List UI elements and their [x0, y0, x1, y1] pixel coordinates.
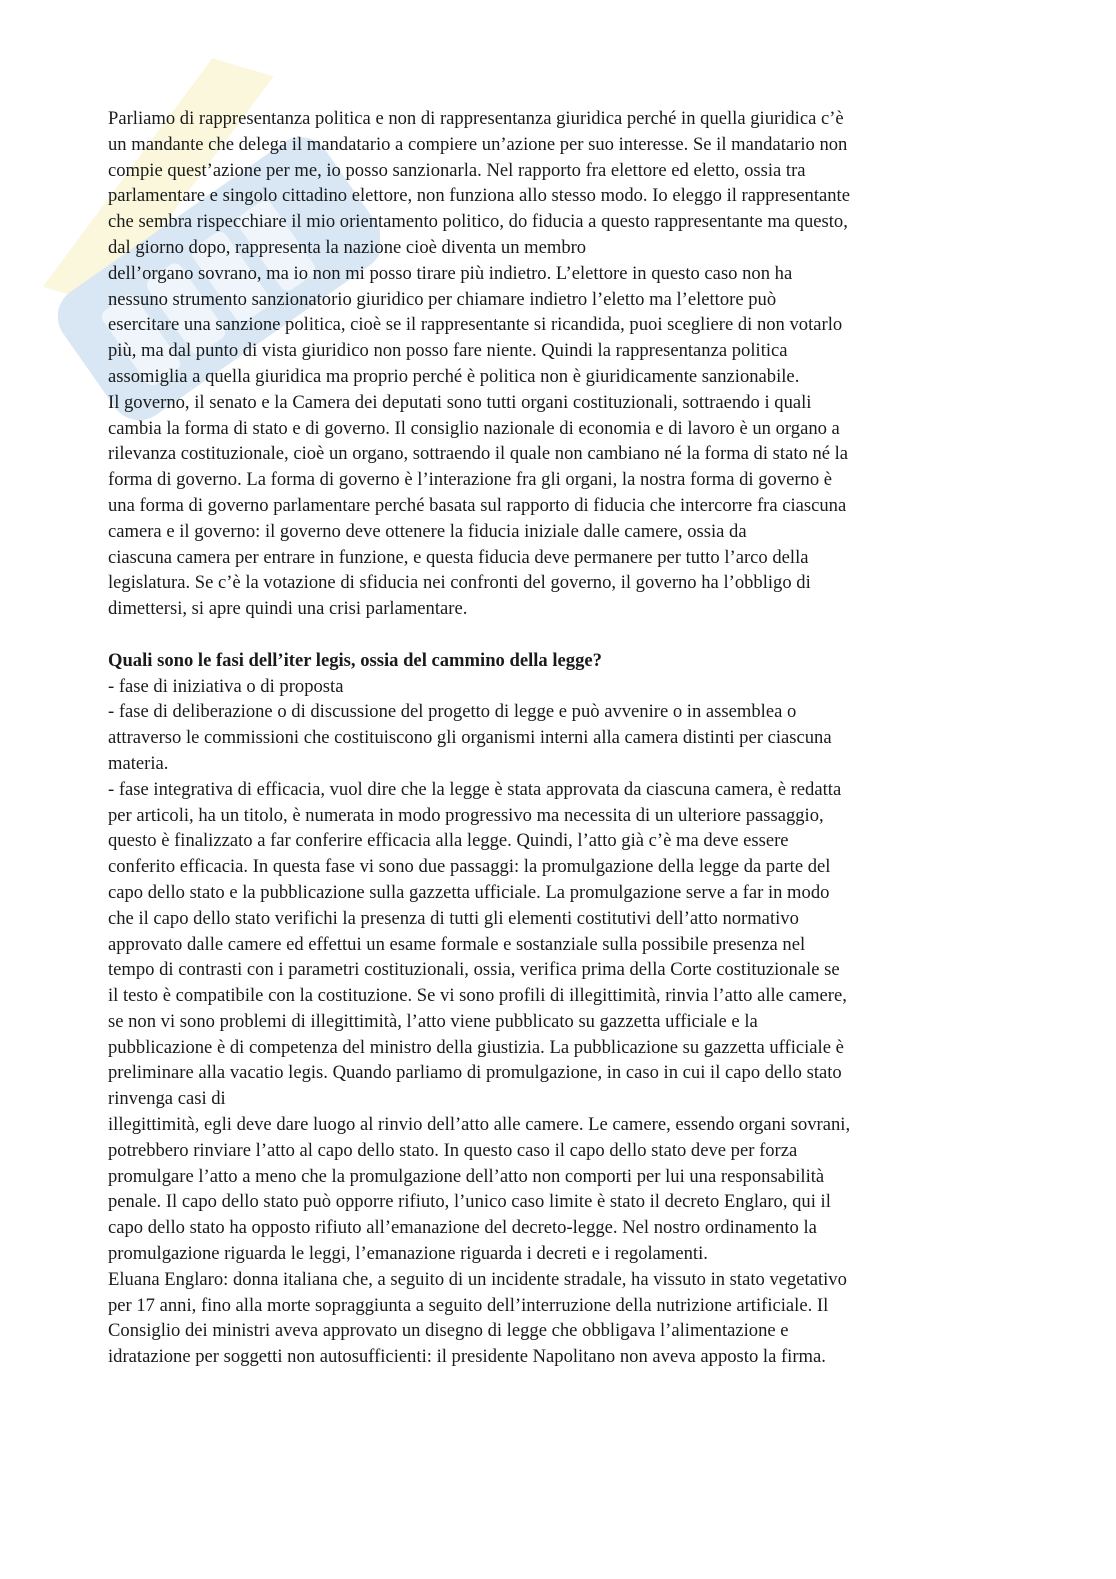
text-line: Eluana Englaro: donna italiana che, a seguito di un incidente stradale, ha vissuto in stato vegetativo	[108, 1268, 847, 1290]
text-line: una forma di governo parlamentare perché basata sul rapporto di fiducia che intercorre fra ciascuna	[108, 494, 847, 516]
text-line: se non vi sono problemi di illegittimità, l’atto viene pubblicato su gazzetta ufficiale e la	[108, 1010, 758, 1032]
text-line: materia.	[108, 752, 169, 774]
text-line: rinvenga casi di	[108, 1088, 226, 1110]
text-line: forma di governo. La forma di governo è l’interazione fra gli organi, la nostra forma di governo è	[108, 469, 833, 491]
text-line: approvato dalle camere ed effettui un esame formale e sostanziale sulla possibile presenza nel	[108, 933, 806, 955]
text-line: - fase di deliberazione o di discussione del progetto di legge e può avvenire o in assemblea o	[108, 701, 797, 723]
text-line: più, ma dal punto di vista giuridico non posso fare niente. Quindi la rappresentanza politica	[108, 340, 788, 362]
paragraph-iter-legis	[108, 674, 1008, 1371]
text-line: questo è finalizzato a far conferire efficacia alla legge. Quindi, l’atto già c’è ma deve essere	[108, 830, 789, 852]
paragraph-representation	[108, 106, 1008, 622]
text-line: rilevanza costituzionale, cioè un organo, sottraendo il quale non cambiano né la forma di stato né la	[108, 443, 849, 465]
section-heading: Quali sono le fasi dell’iter legis, ossia del cammino della legge?	[108, 649, 602, 671]
text-line: dal giorno dopo, rappresenta la nazione cioè diventa un membro	[108, 236, 587, 258]
text-line: capo dello stato e la pubblicazione sulla gazzetta ufficiale. La promulgazione serve a far in modo	[108, 881, 830, 903]
text-line: potrebbero rinviare l’atto al capo dello stato. In questo caso il capo dello stato deve per forza	[108, 1139, 798, 1161]
text-line: che sembra rispecchiare il mio orientamento politico, do fiducia a questo rappresentante ma questo,	[108, 211, 848, 233]
text-line: che il capo dello stato verifichi la presenza di tutti gli elementi costitutivi dell’atto normativo	[108, 907, 799, 929]
text-line: - fase di iniziativa o di proposta	[108, 675, 344, 697]
text-line: un mandante che delega il mandatario a compiere un’azione per suo interesse. Se il mandatario non	[108, 133, 848, 155]
text-line: attraverso le commissioni che costituiscono gli organismi interni alla camera distinti per ciascuna	[108, 727, 832, 749]
text-line: camera e il governo: il governo deve ottenere la fiducia iniziale dalle camere, ossia da	[108, 520, 747, 542]
text-line: - fase integrativa di efficacia, vuol dire che la legge è stata approvata da ciascuna camera, è redatta	[108, 778, 842, 800]
text-line: Consiglio dei ministri aveva approvato un disegno di legge che obbligava l’alimentazione e	[108, 1320, 789, 1342]
text-line: legislatura. Se c’è la votazione di sfiducia nei confronti del governo, il governo ha l’obbligo di	[108, 572, 811, 594]
paragraph-gap	[108, 622, 1008, 648]
text-line: pubblicazione è di competenza del ministro della giustizia. La pubblicazione su gazzetta ufficiale è	[108, 1036, 844, 1058]
text-line: per articoli, ha un titolo, è numerata in modo progressivo ma necessita di un ulteriore passaggio,	[108, 804, 824, 826]
text-line: promulgazione riguarda le leggi, l’emanazione riguarda i decreti e i regolamenti.	[108, 1243, 708, 1265]
text-line: il testo è compatibile con la costituzione. Se vi sono profili di illegittimità, rinvia l’atto alle camere,	[108, 985, 847, 1007]
text-line: cambia la forma di stato e di governo. Il consiglio nazionale di economia e di lavoro è un organo a	[108, 417, 840, 439]
text-line: illegittimità, egli deve dare luogo al rinvio dell’atto alle camere. Le camere, essendo organi sovrani,	[108, 1114, 851, 1136]
text-line: Parliamo di rappresentanza politica e non di rappresentanza giuridica perché in quella giuridica c’è	[108, 108, 844, 129]
text-line: dell’organo sovrano, ma io non mi posso tirare più indietro. L’elettore in questo caso non ha	[108, 262, 793, 284]
text-line: tempo di contrasti con i parametri costituzionali, ossia, verifica prima della Corte costituzionale se	[108, 959, 840, 981]
text-line: esercitare una sanzione politica, cioè se il rappresentante si ricandida, puoi scegliere di non votarlo	[108, 314, 843, 336]
text-line: capo dello stato ha opposto rifiuto all’emanazione del decreto-legge. Nel nostro ordinamento la	[108, 1217, 817, 1239]
text-line: promulgare l’atto a meno che la promulgazione dell’atto non comporti per lui una responsabilità	[108, 1165, 825, 1187]
text-line: parlamentare e singolo cittadino elettore, non funziona allo stesso modo. Io eleggo il rappresentante	[108, 185, 850, 207]
text-line: idratazione per soggetti non autosufficienti: il presidente Napolitano non aveva apposto la firma.	[108, 1346, 826, 1368]
text-line: nessuno strumento sanzionatorio giuridico per chiamare indietro l’eletto ma l’elettore può	[108, 288, 777, 310]
text-line: dimettersi, si apre quindi una crisi parlamentare.	[108, 598, 468, 620]
text-line: conferito efficacia. In questa fase vi sono due passaggi: la promulgazione della legge da parte del	[108, 856, 831, 878]
text-line: Il governo, il senato e la Camera dei deputati sono tutti organi costituzionali, sottraendo i quali	[108, 391, 812, 413]
text-line: preliminare alla vacatio legis. Quando parliamo di promulgazione, in caso in cui il capo dello stato	[108, 1062, 842, 1084]
text-line: per 17 anni, fino alla morte sopraggiunta a seguito dell’interruzione della nutrizione artificiale. Il	[108, 1294, 829, 1316]
text-line: penale. Il capo dello stato può opporre rifiuto, l’unico caso limite è stato il decreto Englaro, qui il	[108, 1191, 831, 1213]
text-line: compie quest’azione per me, io posso sanzionarla. Nel rapporto fra elettore ed eletto, ossia tra	[108, 159, 806, 181]
document-body	[108, 106, 1008, 1370]
text-line: ciascuna camera per entrare in funzione, e questa fiducia deve permanere per tutto l’arco della	[108, 546, 809, 568]
text-line: assomiglia a quella giuridica ma proprio perché è politica non è giuridicamente sanzionabile.	[108, 365, 800, 387]
